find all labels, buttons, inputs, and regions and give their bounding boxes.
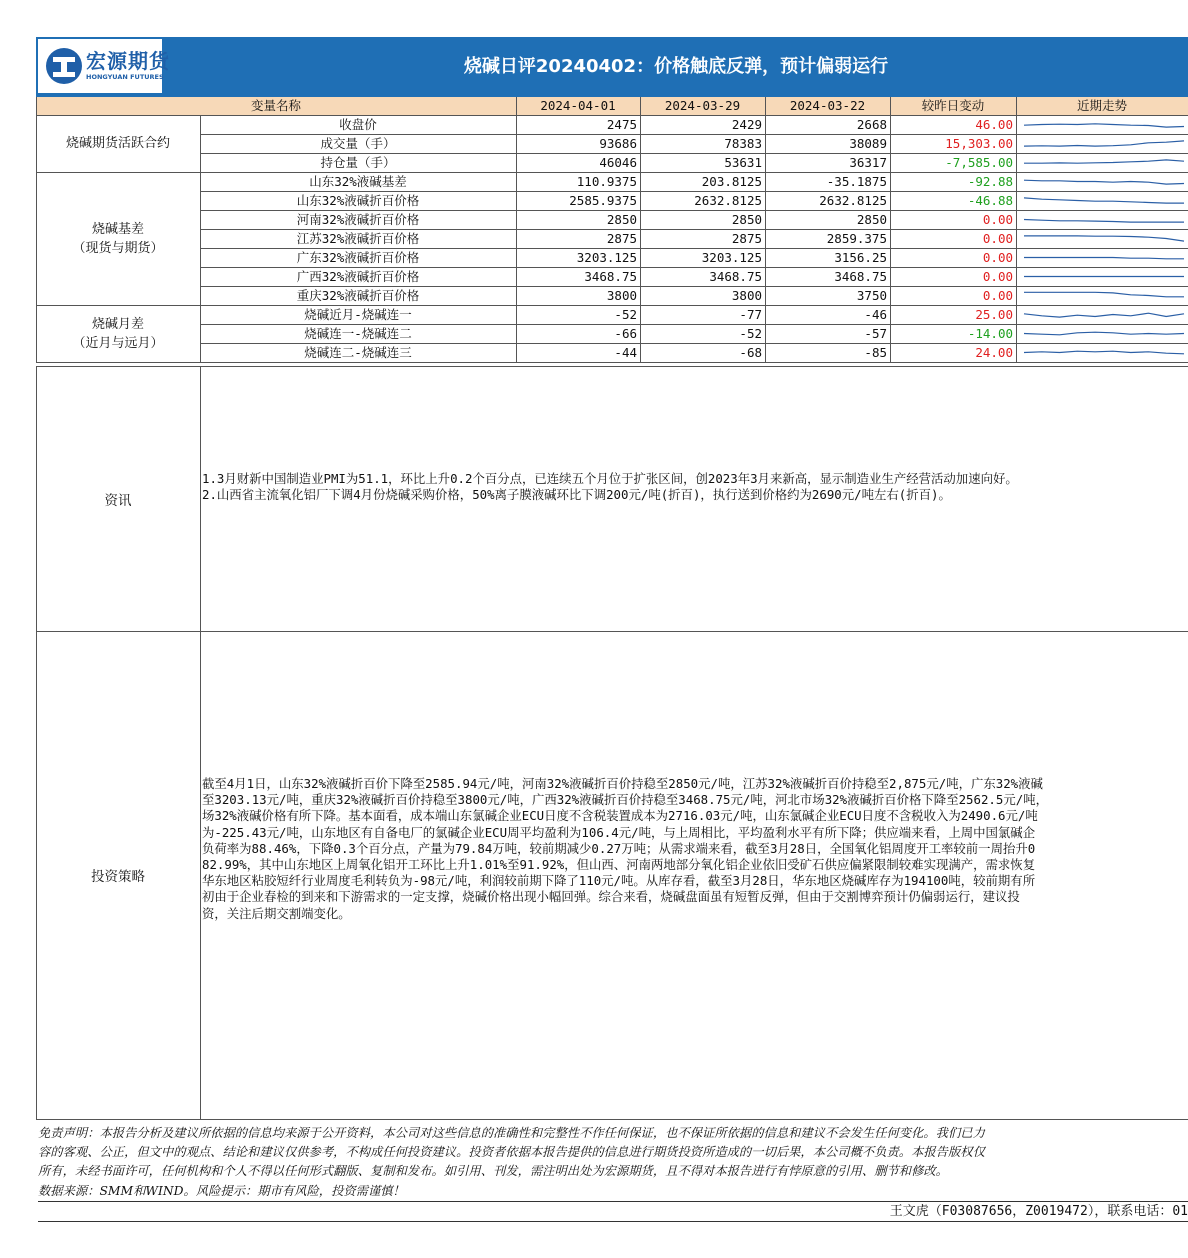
row-group-label-line: （现货与期货） [72, 240, 164, 256]
divider [36, 366, 37, 1119]
column-divider [36, 97, 37, 362]
column-header: 2024-03-22 [765, 97, 890, 115]
value-cell: 53631 [724, 155, 762, 170]
trend-line [1024, 220, 1184, 223]
trend-sparkline [1016, 305, 1188, 324]
change-cell: 0.00 [982, 231, 1013, 246]
row-name: 烧碱近月-烧碱连一 [304, 307, 412, 322]
value-cell: 2850 [731, 212, 762, 227]
value-cell: -35.1875 [826, 174, 887, 189]
column-header: 较昨日变动 [890, 97, 1016, 115]
value-cell: 2850 [606, 212, 637, 227]
trend-line [1024, 198, 1184, 203]
column-header: 2024-03-29 [640, 97, 765, 115]
analyst-contact: 王文虎（F03087656，Z0019472），联系电话：01 [889, 1204, 1188, 1219]
row-name: 烧碱连二-烧碱连三 [304, 345, 412, 360]
trend-line [1024, 236, 1184, 241]
disclaimer-line: 所有，未经书面许可，任何机构和个人不得以任何形式翻版、复制和发布。如引用、刊发，需注明出处为宏源期货，且不得对本报告进行有悖原意的引用、删节和修改。 [38, 1164, 948, 1179]
value-cell: -77 [739, 307, 762, 322]
value-cell: -46 [864, 307, 887, 322]
divider [36, 366, 1188, 367]
trend-sparkline [1016, 172, 1188, 191]
column-divider [516, 97, 517, 362]
value-cell: 3468.75 [834, 269, 887, 284]
trend-sparkline [1016, 343, 1188, 362]
value-cell: 203.8125 [701, 174, 762, 189]
trend-sparkline [1016, 286, 1188, 305]
value-cell: -44 [614, 345, 637, 360]
value-cell: 2875 [731, 231, 762, 246]
value-cell: -52 [614, 307, 637, 322]
value-cell: 46046 [599, 155, 637, 170]
trend-sparkline [1016, 248, 1188, 267]
value-cell: 2850 [856, 212, 887, 227]
value-cell: 3468.75 [709, 269, 762, 284]
news-line: 1.3月财新中国制造业PMI为51.1，环比上升0.2个百分点，已连续五个月位于扩张区间，创2023年3月来新高，显示制造业生产经营活动加速向好。 [202, 471, 1018, 486]
change-cell: 46.00 [975, 117, 1013, 132]
value-cell: 2859.375 [826, 231, 887, 246]
value-cell: 38089 [849, 136, 887, 151]
divider [38, 1221, 1188, 1222]
divider [36, 631, 1188, 632]
row-name: 河南32%液碱折百价格 [296, 212, 420, 227]
value-cell: 2632.8125 [819, 193, 887, 208]
strategy-line: 华东地区粘胶短纤行业周度毛利转负为-98元/吨，利润较前期下降了110元/吨。从库存看，截至3月28日，华东地区烧碱库存为194100吨，较前期有所 [202, 873, 1036, 889]
row-name: 广东32%液碱折百价格 [296, 250, 420, 265]
trend-sparkline [1016, 210, 1188, 229]
trend-sparkline [1016, 134, 1188, 153]
row-name: 重庆32%液碱折百价格 [296, 288, 420, 303]
news-section-label: 资讯 [104, 492, 132, 509]
change-cell: -46.88 [967, 193, 1013, 208]
row-group-label-line: 烧碱期货活跃合约 [65, 136, 170, 151]
value-cell: -52 [739, 326, 762, 341]
value-cell: 2668 [856, 117, 887, 132]
value-cell: 93686 [599, 136, 637, 151]
value-cell: 3800 [606, 288, 637, 303]
disclaimer-line: 容的客观、公正，但文中的观点、结论和建议仅供参考，不构成任何投资建议。投资者依据本报告提供的信息进行期货投资所造成的一切后果，本公司概不负责。本报告版权仅 [38, 1145, 985, 1160]
column-divider [890, 97, 891, 362]
strategy-line: 负荷率为88.46%，下降0.3个百分点，产量为79.84万吨，较前期减少0.27万吨；从需求端来看，截至3月28日，全国氧化铝周度开工率较前一周抬升0 [202, 840, 1036, 856]
value-cell: -68 [739, 345, 762, 360]
logo-mark-icon [44, 46, 84, 86]
row-name: 山东32%液碱基差 [309, 174, 407, 189]
row-name: 江苏32%液碱折百价格 [296, 231, 420, 246]
change-cell: 0.00 [982, 288, 1013, 303]
row-group-label-line: 烧碱月差 [91, 316, 144, 332]
row-group-label-line: 烧碱基差 [91, 221, 144, 237]
trend-line [1024, 141, 1184, 146]
page-title: 烧碱日评20240402：价格触底反弹，预计偏弱运行 [463, 56, 889, 77]
row-group-label [36, 115, 200, 172]
trend-line [1024, 258, 1184, 259]
value-cell: 2875 [606, 231, 637, 246]
value-cell: 78383 [724, 136, 762, 151]
value-cell: 2429 [731, 117, 762, 132]
strategy-line: 资，关注后期交割端变化。 [202, 905, 351, 921]
value-cell: 2475 [606, 117, 637, 132]
change-cell: 24.00 [975, 345, 1013, 360]
column-header: 2024-04-01 [516, 97, 640, 115]
value-cell: 3468.75 [584, 269, 637, 284]
row-name: 持仓量（手） [320, 155, 396, 170]
trend-line [1024, 124, 1184, 127]
logo-text-en: HONGYUAN FUTURES [86, 73, 164, 81]
change-cell: 25.00 [975, 307, 1013, 322]
value-cell: 3750 [856, 288, 887, 303]
value-cell: 3203.125 [576, 250, 637, 265]
value-cell: 110.9375 [576, 174, 637, 189]
trend-line [1024, 160, 1184, 163]
logo-text-cn: 宏源期货 [86, 49, 170, 73]
hongyuan-logo [38, 39, 170, 93]
change-cell: 0.00 [982, 212, 1013, 227]
column-header: 变量名称 [36, 97, 516, 115]
strategy-line: 初由于企业春检的到来和下游需求的一定支撑，烧碱价格出现小幅回弹。综合来看，烧碱盘面虽有短暂反弹，但由于交割博弈预计仍偏弱运行，建议投 [202, 889, 1020, 905]
disclaimer [38, 1124, 1188, 1201]
column-divider [1016, 97, 1017, 362]
news-content [202, 471, 1188, 511]
row-group-label [36, 172, 200, 305]
trend-line [1024, 332, 1184, 335]
trend-sparkline [1016, 324, 1188, 343]
column-divider [765, 97, 766, 362]
row-name: 成交量（手） [320, 136, 396, 151]
row-group-label-line: （近月与远月） [72, 335, 164, 351]
change-cell: -7,585.00 [945, 155, 1013, 170]
strategy-section-label: 投资策略 [91, 869, 145, 885]
strategy-content [202, 776, 1188, 936]
trend-sparkline [1016, 153, 1188, 172]
trend-sparkline [1016, 191, 1188, 210]
trend-sparkline [1016, 267, 1188, 286]
value-cell: -66 [614, 326, 637, 341]
column-divider [200, 115, 201, 362]
strategy-line: 截至4月1日，山东32%液碱折百价下降至2585.94元/吨，河南32%液碱折百价持稳至2850元/吨，江苏32%液碱折百价持稳至2,875元/吨，广东32%液碱 [202, 776, 1043, 791]
trend-line [1024, 351, 1184, 354]
news-line: 2.山西省主流氧化铝厂下调4月份烧碱采购价格，50%离子膜液碱环比下调200元/吨(折百)，执行送到价格约为2690元/吨左右(折百)。 [202, 487, 951, 503]
change-cell: -14.00 [967, 326, 1013, 341]
value-cell: 3156.25 [834, 250, 887, 265]
value-cell: 3800 [731, 288, 762, 303]
row-name: 烧碱连一-烧碱连二 [304, 326, 412, 341]
value-cell: -57 [864, 326, 887, 341]
column-divider [640, 97, 641, 362]
value-cell: 3203.125 [701, 250, 762, 265]
strategy-line: 82.99%，其中山东地区上周氧化铝开工环比上升1.01%至91.92%，但山西、河南两地部分氧化铝企业依旧受矿石供应偏紧限制较难实现满产，需求恢复 [202, 857, 1036, 873]
strategy-line: 至3203.13元/吨，重庆32%液碱折百价持稳至3800元/吨，广西32%液碱折百价持稳至3468.75元/吨，河北市场32%液碱折百价格下降至2562.5元/吨， [202, 792, 1048, 808]
divider [38, 1201, 1188, 1202]
data-table [36, 97, 1188, 366]
disclaimer-line: 数据来源：SMM和WIND。风险提示：期市有风险，投资需谨慎！ [38, 1183, 405, 1198]
row-group-label [36, 305, 200, 362]
column-header: 近期走势 [1016, 97, 1188, 115]
trend-sparkline [1016, 115, 1188, 134]
report-header [36, 37, 1188, 97]
row-name: 广西32%液碱折百价格 [296, 269, 420, 284]
group-divider [36, 362, 1188, 363]
trend-sparkline [1016, 229, 1188, 248]
value-cell: -85 [864, 345, 887, 360]
change-cell: 0.00 [982, 250, 1013, 265]
value-cell: 2585.9375 [569, 193, 637, 208]
strategy-line: 场32%液碱价格有所下降。基本面看，成本端山东氯碱企业ECU日度不含税装置成本为2716.03元/吨，山东氯碱企业ECU日度不含税收入为2490.6元/吨 [202, 808, 1038, 824]
divider [36, 1119, 1188, 1120]
change-cell: 0.00 [982, 269, 1013, 284]
trend-line [1024, 180, 1184, 184]
row-name: 山东32%液碱折百价格 [296, 193, 420, 208]
value-cell: 2632.8125 [694, 193, 762, 208]
change-cell: 15,303.00 [945, 136, 1013, 151]
strategy-line: 为-225.43元/吨，山东地区有自备电厂的氯碱企业ECU周平均盈利为106.4元/吨，与上周相比，平均盈利水平有所下降；供应端来看，上周中国氯碱企 [202, 824, 1036, 840]
trend-line [1024, 313, 1184, 317]
trend-line [1024, 292, 1184, 297]
disclaimer-line: 免责声明：本报告分析及建议所依据的信息均来源于公开资料，本公司对这些信息的准确性和完整性不作任何保证，也不保证所依据的信息和建议不会发生任何变化。我们已力 [38, 1126, 985, 1140]
divider [200, 366, 201, 1119]
row-name: 收盘价 [339, 117, 377, 132]
change-cell: -92.88 [967, 174, 1013, 189]
value-cell: 36317 [849, 155, 887, 170]
